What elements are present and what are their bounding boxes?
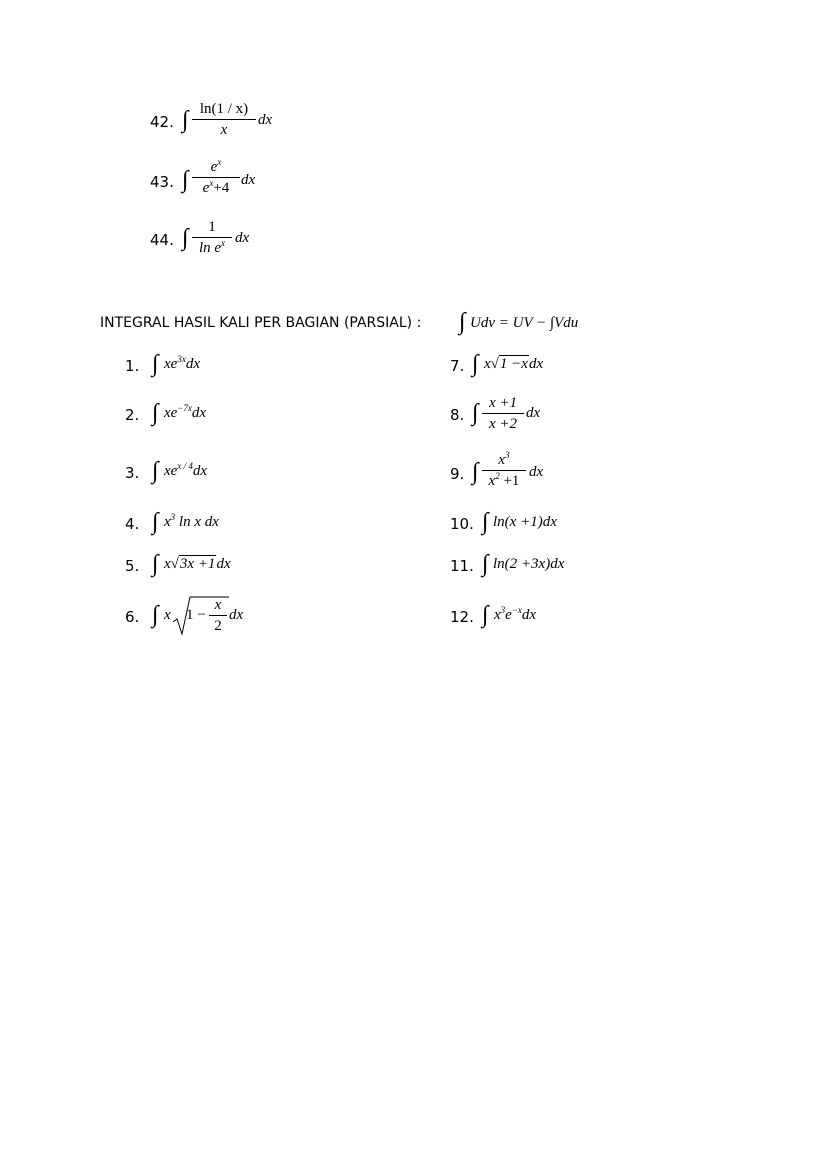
denominator-base: x	[488, 473, 496, 489]
fraction	[482, 450, 526, 489]
problem-number: 4.	[125, 515, 140, 533]
problem-number: 42.	[150, 113, 174, 131]
radical-icon: √	[170, 556, 179, 572]
section-heading: INTEGRAL HASIL KALI PER BAGIAN (PARSIAL) :	[100, 315, 422, 331]
problem-number: 43.	[150, 173, 174, 191]
fraction	[192, 102, 256, 138]
integral-sign: ∫	[482, 602, 489, 628]
integral-sign: ∫	[472, 459, 479, 485]
problem-number: 8.	[450, 406, 465, 424]
numerator-base: x	[498, 452, 506, 468]
fraction-numerator: ln(1 / x)	[192, 102, 256, 120]
fraction	[192, 220, 232, 256]
integrand-prefix: x	[164, 607, 171, 623]
problem-number: 6.	[125, 608, 140, 626]
differential: dx	[229, 607, 244, 623]
denominator-base: e	[202, 180, 210, 196]
fraction-denominator: x +2	[488, 416, 518, 432]
integral-sign: ∫	[152, 602, 159, 628]
numerator-exponent: x	[217, 157, 222, 167]
denominator-exponent: x	[209, 178, 214, 188]
integral-sign: ∫	[182, 107, 189, 133]
differential: dx	[241, 172, 256, 188]
integral-sign: ∫	[472, 400, 479, 426]
integral-sign: ∫	[472, 351, 479, 377]
integrand: $xe^{x / 4}dx$	[164, 461, 207, 479]
numerator-base: e	[210, 159, 218, 175]
integral-sign: ∫	[152, 400, 159, 426]
fraction-denominator: 2	[214, 618, 222, 634]
integrand: $x^3e^{-x}dx$	[494, 605, 537, 623]
problem-number: 1.	[125, 357, 140, 375]
fraction-numerator: x	[209, 598, 227, 616]
problem-number: 3.	[125, 464, 140, 482]
problem-number: 10.	[450, 515, 474, 533]
integral-sign: ∫	[152, 351, 159, 377]
fraction-numerator: 1	[192, 220, 232, 238]
fraction-numerator: x +1	[482, 396, 524, 414]
differential: dx	[529, 464, 544, 480]
problem-number: 12.	[450, 608, 474, 626]
integral-sign: ∫	[152, 458, 159, 484]
denominator-exponent: x	[221, 238, 226, 248]
integrand: ln(x +1)dx	[493, 514, 557, 530]
integrand: ln(2 +3x)dx	[493, 556, 565, 572]
integrand: $xe^{-7x}dx$	[164, 403, 207, 421]
differential: dx	[526, 405, 541, 421]
numerator-exponent: 3	[505, 450, 510, 460]
integral-sign: ∫	[459, 309, 466, 335]
integral-sign: ∫	[182, 167, 189, 193]
integrand: $xe^{3x}dx$	[164, 354, 200, 372]
integral-sign: ∫	[482, 551, 489, 577]
integral-sign: ∫	[152, 509, 159, 535]
fraction	[482, 396, 524, 432]
integrand: x√1 −xdx	[484, 356, 544, 372]
differential: dx	[258, 112, 273, 128]
fraction	[192, 157, 240, 196]
problem-number: 9.	[450, 465, 465, 483]
radicand-prefix: 1 −	[186, 607, 206, 623]
denominator-tail: +4	[213, 180, 230, 196]
integral-sign: ∫	[152, 551, 159, 577]
denominator-tail: +1	[499, 473, 520, 489]
problem-number: 44.	[150, 231, 174, 249]
fraction-denominator: x	[220, 122, 228, 138]
integral-sign: ∫	[182, 225, 189, 251]
integrand: x√3x +1dx	[164, 556, 231, 572]
denominator-base: ln e	[198, 240, 222, 256]
integrand: $x^3$ ln x dx	[164, 512, 219, 530]
denominator-exponent: 2	[495, 471, 500, 481]
problem-number: 7.	[450, 357, 465, 375]
radicand-fraction	[209, 598, 227, 634]
differential: dx	[235, 230, 250, 246]
radical-icon: √	[490, 356, 499, 372]
integral-sign: ∫	[482, 509, 489, 535]
problem-number: 11.	[450, 557, 474, 575]
problem-number: 2.	[125, 406, 140, 424]
problem-number: 5.	[125, 557, 140, 575]
parts-formula: Udv = UV − ∫Vdu	[470, 315, 579, 331]
